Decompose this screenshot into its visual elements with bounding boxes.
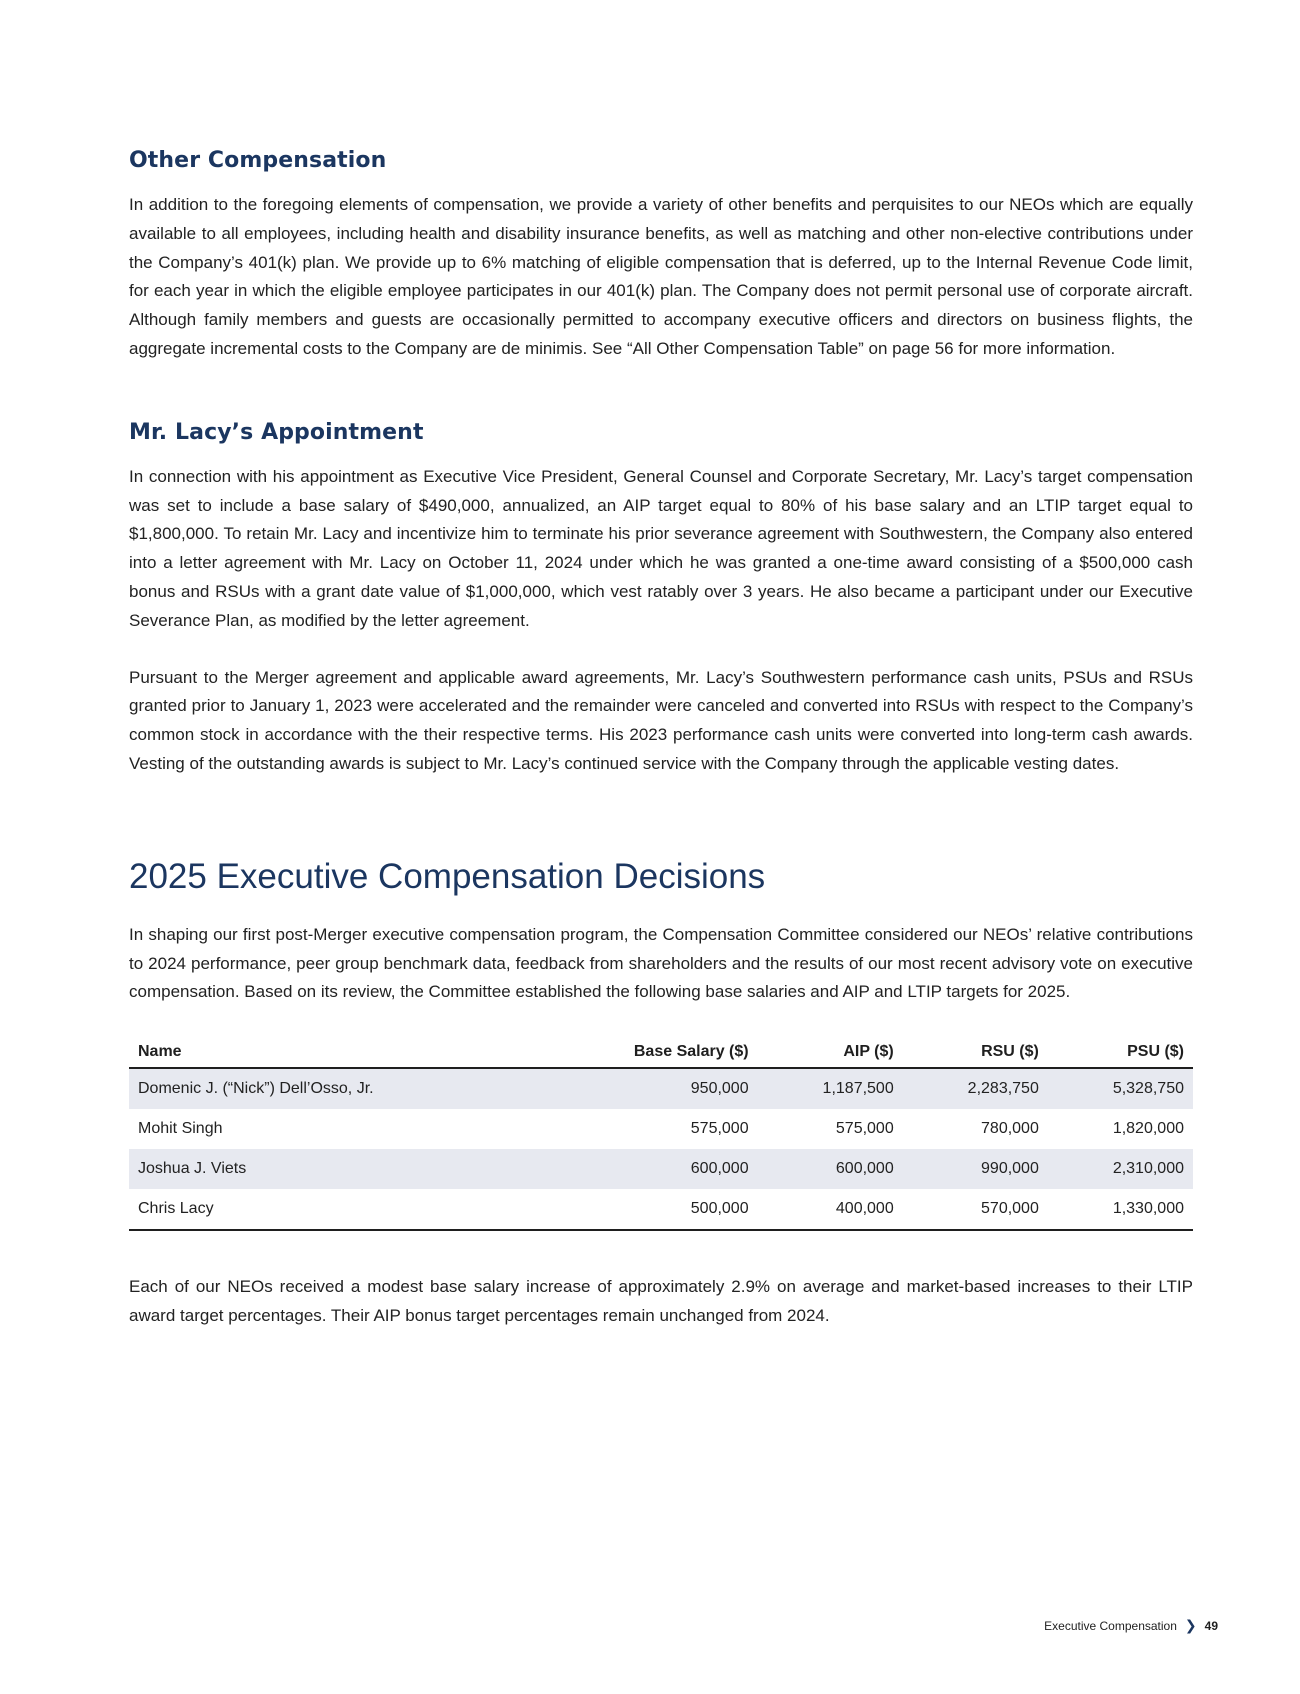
footer-section-label: Executive Compensation [1044, 1618, 1177, 1633]
cell-rsu: 990,000 [903, 1149, 1048, 1189]
other-compensation-heading: Other Compensation [129, 148, 387, 173]
cell-name: Joshua J. Viets [129, 1149, 542, 1189]
column-header-aip: AIP ($) [758, 1037, 903, 1068]
cell-psu: 1,820,000 [1112, 1120, 1184, 1138]
cell-name: Mohit Singh [138, 1120, 223, 1138]
column-header-name: Name [129, 1037, 542, 1068]
cell-rsu: 780,000 [981, 1120, 1039, 1138]
cell-aip: 600,000 [758, 1149, 903, 1189]
table-row [129, 1189, 1193, 1230]
compensation-table [129, 1037, 1193, 1231]
cell-base-salary: 950,000 [542, 1068, 758, 1109]
table-row [129, 1149, 1193, 1189]
cell-psu: 2,310,000 [1048, 1149, 1193, 1189]
column-header-rsu: RSU ($) [903, 1037, 1048, 1068]
cell-base-salary: 575,000 [690, 1120, 749, 1138]
chevron-right-icon: ❯ [1184, 1617, 1197, 1633]
page-footer [1044, 1617, 1218, 1634]
column-header-base-salary: Base Salary ($) [542, 1037, 758, 1068]
lacy-appointment-paragraph-2: Pursuant to the Merger agreement and applicable award agreements, Mr. Lacy’s Southwestern performance cash units, PSUs and RSUs granted prior to January 1, 2023 were accelerated and the remainder were canceled and converted into RSUs with respect to the Company’s common stock in accordance with the their respective terms. His 2023 performance cash units were converted into long-term cash awards. Vesting of the outstanding awards is subject to Mr. Lacy’s continued service with the Company through the applicable vesting dates. [129, 667, 1193, 773]
cell-rsu: 570,000 [903, 1189, 1048, 1230]
decisions-2025-intro: In shaping our first post-Merger executive compensation program, the Compensation Committee considered our NEOs’ relative contributions to 2024 performance, peer group benchmark data, feedback from shareholders and the results of our most recent advisory vote on executive compensation. Based on its review, the Committee established the following base salaries and AIP and LTIP targets for 2025. [129, 924, 1193, 1002]
cell-psu: 5,328,750 [1048, 1068, 1193, 1109]
cell-base-salary: 600,000 [542, 1149, 758, 1189]
page-number: 49 [1204, 1618, 1218, 1633]
table-row [129, 1109, 1193, 1149]
cell-aip: 400,000 [758, 1189, 903, 1230]
document-page [129, 148, 1193, 1331]
cell-aip: 1,187,500 [758, 1068, 903, 1109]
cell-psu: 1,330,000 [1048, 1189, 1193, 1230]
cell-aip: 575,000 [835, 1120, 894, 1138]
decisions-2025-heading: 2025 Executive Compensation Decisions [129, 856, 766, 896]
other-compensation-paragraph: In addition to the foregoing elements of compensation, we provide a variety of other benefits and perquisites to our NEOs which are equally available to all employees, including health and disability insurance benefits, as well as matching and other non-elective contributions under the Company’s 401(k) plan. We provide up to 6% matching of eligible compensation that is deferred, up to the Internal Revenue Code limit, for each year in which the eligible employee participates in our 401(k) plan. The Company does not permit personal use of corporate aircraft. Although family members and guests are occasionally permitted to accompany executive officers and directors on business flights, the aggregate incremental costs to the Company are de minimis. See “All Other Compensation Table” on page 56 for more information. [129, 195, 1193, 358]
lacy-appointment-heading: Mr. Lacy’s Appointment [129, 419, 424, 445]
decisions-2025-closing: Each of our NEOs received a modest base salary increase of approximately 2.9% on average and market-based increases to their LTIP award target percentages. Their AIP bonus target percentages remain unchanged from 2024. [129, 1277, 1193, 1325]
column-header-psu: PSU ($) [1048, 1037, 1193, 1068]
cell-base-salary: 500,000 [542, 1189, 758, 1230]
table-row [129, 1068, 1193, 1109]
cell-rsu: 2,283,750 [903, 1068, 1048, 1109]
cell-name: Domenic J. (“Nick”) Dell’Osso, Jr. [129, 1068, 542, 1109]
lacy-appointment-paragraph-1: In connection with his appointment as Executive Vice President, General Counsel and Corporate Secretary, Mr. Lacy’s target compensation was set to include a base salary of $490,000, annualized, an AIP target equal to 80% of his base salary and an LTIP target equal to $1,800,000. To retain Mr. Lacy and incentivize him to terminate his prior severance agreement with Southwestern, the Company also entered into a letter agreement with Mr. Lacy on October 11, 2024 under which he was granted a one-time award consisting of a $500,000 cash bonus and RSUs with a grant date value of $1,000,000, which vest ratably over 3 years. He also became a participant under our Executive Severance Plan, as modified by the letter agreement. [129, 466, 1193, 630]
table-header-row [129, 1037, 1193, 1068]
cell-name: Chris Lacy [129, 1189, 542, 1230]
